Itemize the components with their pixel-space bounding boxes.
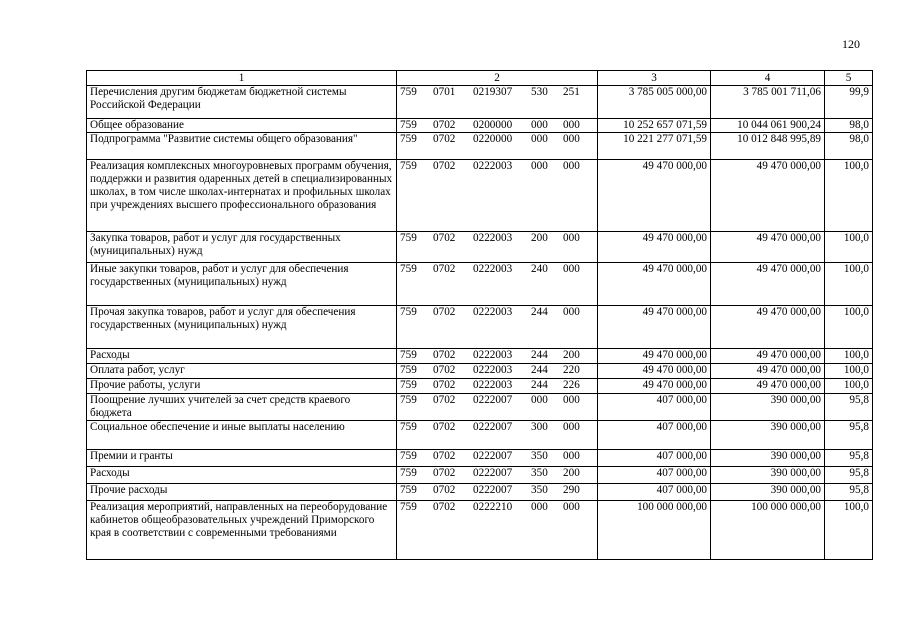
row-plan: 10 252 657 071,59 (598, 119, 711, 133)
row-actual: 100 000 000,00 (711, 501, 825, 560)
row-percent: 98,0 (825, 119, 873, 133)
row-actual: 390 000,00 (711, 484, 825, 501)
code-target: 0222210 (473, 501, 513, 513)
table-row (87, 119, 873, 133)
row-codes (397, 394, 598, 421)
table-row (87, 467, 873, 484)
code-type: 300 (531, 421, 548, 433)
row-plan: 3 785 005 000,00 (598, 86, 711, 119)
code-admin: 759 (400, 450, 417, 462)
code-section: 0702 (433, 379, 456, 391)
row-name: Закупка товаров, работ и услуг для государственных (муниципальных) нужд (87, 232, 397, 263)
code-admin: 759 (400, 364, 417, 376)
row-plan: 407 000,00 (598, 450, 711, 467)
code-kosgu: 000 (563, 421, 580, 433)
row-plan: 100 000 000,00 (598, 501, 711, 560)
row-plan: 407 000,00 (598, 467, 711, 484)
code-admin: 759 (400, 421, 417, 433)
row-percent: 95,8 (825, 394, 873, 421)
row-plan: 407 000,00 (598, 484, 711, 501)
table-row (87, 450, 873, 467)
row-actual: 49 470 000,00 (711, 160, 825, 232)
code-type: 350 (531, 484, 548, 496)
table-row (87, 263, 873, 306)
row-plan: 49 470 000,00 (598, 306, 711, 349)
code-type: 350 (531, 467, 548, 479)
code-section: 0702 (433, 232, 456, 244)
code-kosgu: 000 (563, 160, 580, 172)
code-kosgu: 000 (563, 306, 580, 318)
row-name: Иные закупки товаров, работ и услуг для обеспечения государственных (муниципальных) нужд (87, 263, 397, 306)
code-kosgu: 000 (563, 119, 580, 131)
code-target: 0219307 (473, 86, 513, 98)
row-actual: 10 044 061 900,24 (711, 119, 825, 133)
row-actual: 390 000,00 (711, 450, 825, 467)
row-codes (397, 501, 598, 560)
row-plan: 49 470 000,00 (598, 364, 711, 379)
code-section: 0702 (433, 119, 456, 131)
code-target: 0220000 (473, 133, 513, 145)
code-admin: 759 (400, 501, 417, 513)
row-actual: 390 000,00 (711, 394, 825, 421)
code-target: 0222003 (473, 232, 513, 244)
header-col-2: 2 (397, 71, 598, 86)
row-actual: 10 012 848 995,89 (711, 133, 825, 160)
code-kosgu: 000 (563, 501, 580, 513)
code-target: 0222007 (473, 394, 513, 406)
row-name: Реализация комплексных многоуровневых программ обучения, поддержки и развития одаренных детей в специализированных школах, в том числе школах-интернатах и профильных школах при учреждениях высшего профессионального образования (87, 160, 397, 232)
table-row (87, 421, 873, 450)
code-kosgu: 226 (563, 379, 580, 391)
row-percent: 100,0 (825, 364, 873, 379)
code-kosgu: 200 (563, 349, 580, 361)
code-kosgu: 000 (563, 394, 580, 406)
row-plan: 407 000,00 (598, 394, 711, 421)
code-admin: 759 (400, 484, 417, 496)
code-admin: 759 (400, 86, 417, 98)
table-row (87, 232, 873, 263)
table-row (87, 160, 873, 232)
code-section: 0702 (433, 394, 456, 406)
code-type: 244 (531, 349, 548, 361)
code-section: 0702 (433, 450, 456, 462)
row-percent: 100,0 (825, 306, 873, 349)
row-percent: 99,9 (825, 86, 873, 119)
row-name: Прочая закупка товаров, работ и услуг для обеспечения государственных (муниципальных) нужд (87, 306, 397, 349)
code-type: 350 (531, 450, 548, 462)
row-plan: 49 470 000,00 (598, 232, 711, 263)
row-plan: 49 470 000,00 (598, 379, 711, 394)
table-row (87, 501, 873, 560)
code-target: 0222003 (473, 263, 513, 275)
row-codes (397, 119, 598, 133)
row-codes (397, 306, 598, 349)
code-section: 0702 (433, 263, 456, 275)
row-actual: 390 000,00 (711, 421, 825, 450)
row-name: Поощрение лучших учителей за счет средств краевого бюджета (87, 394, 397, 421)
code-type: 000 (531, 119, 548, 131)
row-actual: 49 470 000,00 (711, 349, 825, 364)
row-codes (397, 364, 598, 379)
code-kosgu: 251 (563, 86, 580, 98)
row-codes (397, 133, 598, 160)
code-section: 0702 (433, 501, 456, 513)
table-header-row (87, 71, 873, 86)
code-admin: 759 (400, 306, 417, 318)
row-codes (397, 232, 598, 263)
code-admin: 759 (400, 133, 417, 145)
row-name: Реализация мероприятий, направленных на переоборудование кабинетов общеобразовательных учреждений Приморского края в соответствии с современными требованиями (87, 501, 397, 560)
code-admin: 759 (400, 467, 417, 479)
row-name: Общее образование (87, 119, 397, 133)
row-plan: 49 470 000,00 (598, 263, 711, 306)
budget-table (86, 70, 873, 560)
row-codes (397, 379, 598, 394)
code-type: 000 (531, 394, 548, 406)
row-percent: 100,0 (825, 232, 873, 263)
code-type: 244 (531, 379, 548, 391)
page-number: 120 (842, 37, 860, 51)
code-type: 240 (531, 263, 548, 275)
row-name: Расходы (87, 467, 397, 484)
row-percent: 95,8 (825, 467, 873, 484)
row-percent: 95,8 (825, 484, 873, 501)
code-section: 0702 (433, 349, 456, 361)
row-actual: 49 470 000,00 (711, 379, 825, 394)
table-row (87, 364, 873, 379)
code-kosgu: 290 (563, 484, 580, 496)
code-kosgu: 220 (563, 364, 580, 376)
code-type: 000 (531, 160, 548, 172)
code-kosgu: 000 (563, 232, 580, 244)
row-actual: 3 785 001 711,06 (711, 86, 825, 119)
row-codes (397, 263, 598, 306)
code-admin: 759 (400, 232, 417, 244)
code-target: 0222007 (473, 450, 513, 462)
row-name: Подпрограмма "Развитие системы общего образования" (87, 133, 397, 160)
table-row (87, 133, 873, 160)
code-type: 530 (531, 86, 548, 98)
row-name: Премии и гранты (87, 450, 397, 467)
table-row (87, 349, 873, 364)
code-target: 0222007 (473, 484, 513, 496)
row-plan: 10 221 277 071,59 (598, 133, 711, 160)
row-percent: 100,0 (825, 501, 873, 560)
code-type: 244 (531, 364, 548, 376)
table-row (87, 306, 873, 349)
code-section: 0702 (433, 160, 456, 172)
code-kosgu: 000 (563, 263, 580, 275)
table-row (87, 379, 873, 394)
code-type: 000 (531, 133, 548, 145)
code-target: 0222007 (473, 421, 513, 433)
code-type: 000 (531, 501, 548, 513)
code-target: 0200000 (473, 119, 513, 131)
row-percent: 95,8 (825, 450, 873, 467)
code-admin: 759 (400, 379, 417, 391)
code-target: 0222003 (473, 364, 513, 376)
row-codes (397, 450, 598, 467)
code-section: 0702 (433, 484, 456, 496)
header-col-5: 5 (825, 71, 873, 86)
code-kosgu: 000 (563, 450, 580, 462)
row-actual: 49 470 000,00 (711, 263, 825, 306)
row-percent: 100,0 (825, 349, 873, 364)
code-admin: 759 (400, 160, 417, 172)
row-name: Оплата работ, услуг (87, 364, 397, 379)
row-percent: 100,0 (825, 379, 873, 394)
row-name: Прочие работы, услуги (87, 379, 397, 394)
code-section: 0702 (433, 364, 456, 376)
row-plan: 49 470 000,00 (598, 160, 711, 232)
row-percent: 95,8 (825, 421, 873, 450)
row-plan: 407 000,00 (598, 421, 711, 450)
row-actual: 49 470 000,00 (711, 306, 825, 349)
row-name: Перечисления другим бюджетам бюджетной системы Российской Федерации (87, 86, 397, 119)
row-actual: 390 000,00 (711, 467, 825, 484)
code-section: 0702 (433, 421, 456, 433)
header-col-1: 1 (87, 71, 397, 86)
row-actual: 49 470 000,00 (711, 364, 825, 379)
row-codes (397, 467, 598, 484)
code-target: 0222003 (473, 306, 513, 318)
code-kosgu: 000 (563, 133, 580, 145)
row-percent: 98,0 (825, 133, 873, 160)
row-name: Расходы (87, 349, 397, 364)
row-percent: 100,0 (825, 160, 873, 232)
row-codes (397, 86, 598, 119)
code-type: 200 (531, 232, 548, 244)
row-actual: 49 470 000,00 (711, 232, 825, 263)
row-name: Прочие расходы (87, 484, 397, 501)
table-row (87, 484, 873, 501)
code-admin: 759 (400, 349, 417, 361)
code-target: 0222003 (473, 349, 513, 361)
code-section: 0702 (433, 467, 456, 479)
header-col-3: 3 (598, 71, 711, 86)
row-codes (397, 484, 598, 501)
row-plan: 49 470 000,00 (598, 349, 711, 364)
code-section: 0702 (433, 306, 456, 318)
row-codes (397, 421, 598, 450)
table-row (87, 86, 873, 119)
code-section: 0701 (433, 86, 456, 98)
code-target: 0222007 (473, 467, 513, 479)
row-codes (397, 160, 598, 232)
code-admin: 759 (400, 394, 417, 406)
code-target: 0222003 (473, 379, 513, 391)
code-kosgu: 200 (563, 467, 580, 479)
code-admin: 759 (400, 119, 417, 131)
table-row (87, 394, 873, 421)
row-name: Социальное обеспечение и иные выплаты населению (87, 421, 397, 450)
header-col-4: 4 (711, 71, 825, 86)
code-section: 0702 (433, 133, 456, 145)
code-admin: 759 (400, 263, 417, 275)
code-target: 0222003 (473, 160, 513, 172)
code-type: 244 (531, 306, 548, 318)
row-codes (397, 349, 598, 364)
row-percent: 100,0 (825, 263, 873, 306)
